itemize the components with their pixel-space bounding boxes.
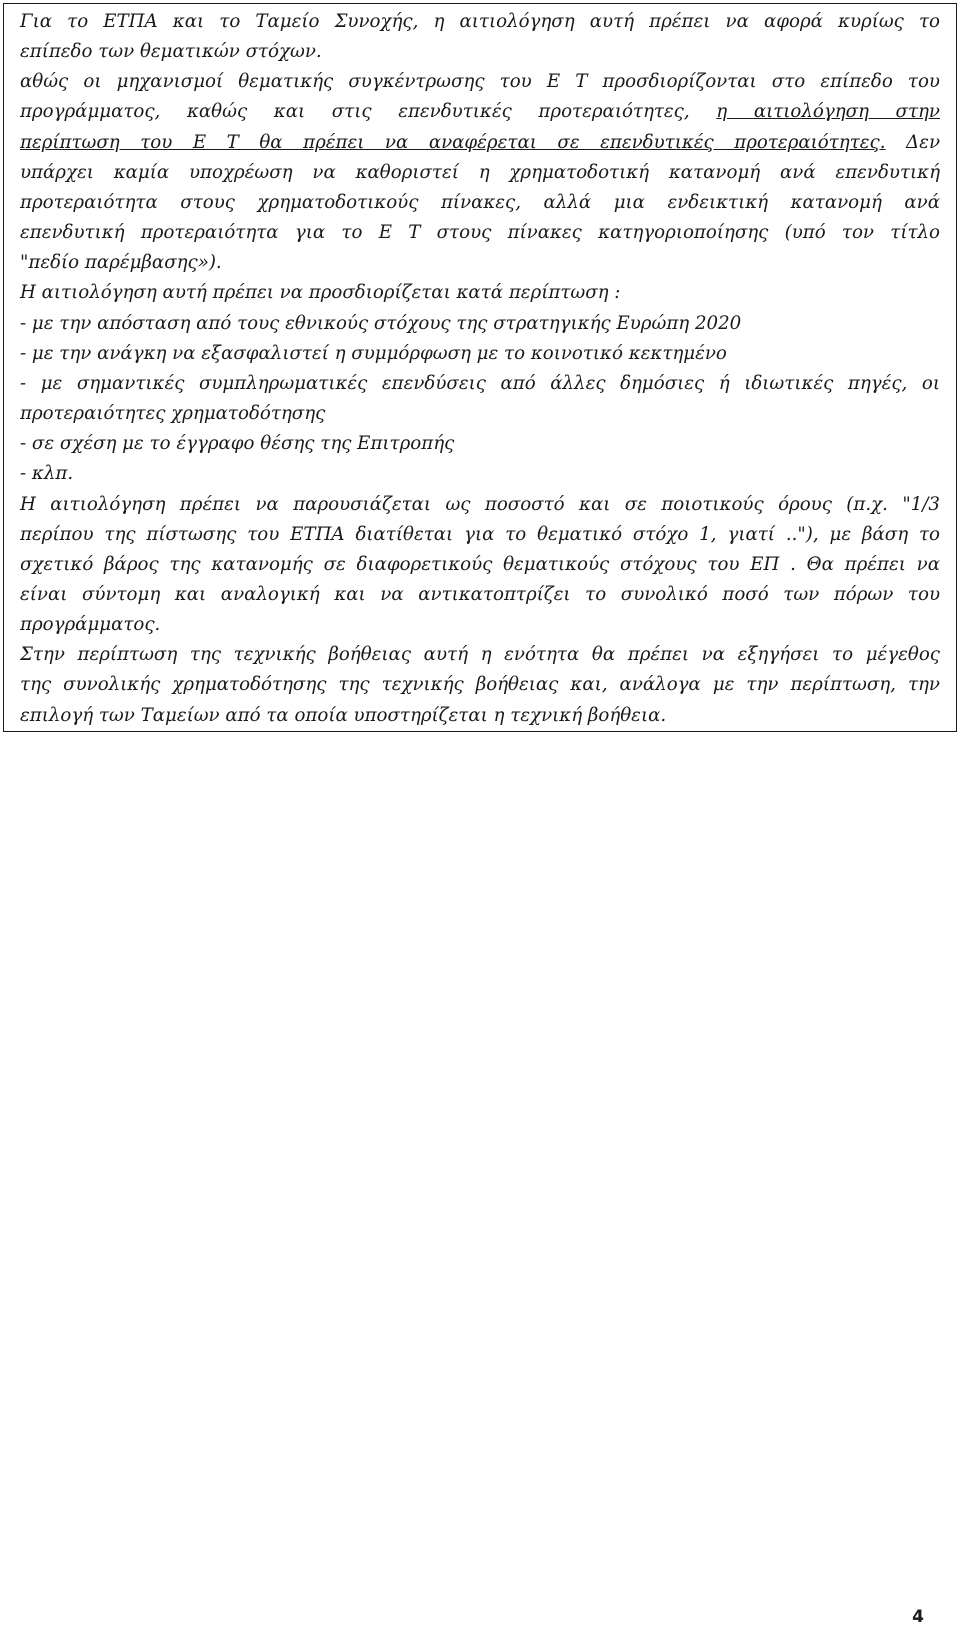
list-item: - σε σχέση με το έγγραφο θέσης της Επιτροπής bbox=[20, 433, 455, 455]
text-line: προγράμματος. bbox=[20, 614, 161, 636]
list-item: - με σημαντικές συμπληρωματικές επενδύσεις από άλλες δημόσιες ή ιδιωτικές πηγές, οι bbox=[20, 372, 940, 394]
list-item: - με την ανάγκη να εξασφαλιστεί η συμμόρφωση με το κοινοτικό κεκτημένο bbox=[20, 342, 727, 364]
text-line: "πεδίο παρέμβασης»). bbox=[20, 252, 222, 274]
text-line: Η αιτιολόγηση αυτή πρέπει να προσδιορίζεται κατά περίπτωση : bbox=[20, 282, 621, 304]
text-line: Στην περίπτωση της τεχνικής βοήθειας αυτή η ενότητα θα πρέπει να εξηγήσει το μέγεθος bbox=[20, 644, 940, 666]
text-line: προτεραιότητα στους χρηματοδοτικούς πίνακες, αλλά μια ενδεικτική κατανομή ανά bbox=[20, 191, 940, 213]
text-line: περίπου της πίστωσης του ΕΤΠΑ διατίθεται για το θεματικό στόχο 1, γιατί .."), με βάση το bbox=[20, 523, 940, 545]
text-line: σχετικό βάρος της κατανομής σε διαφορετικούς θεματικούς στόχους του ΕΠ . Θα πρέπει να bbox=[20, 553, 940, 575]
underlined-text-segment: η αιτιολόγηση στην bbox=[716, 101, 940, 123]
text-segment: προγράμματος, καθώς και στις επενδυτικές προτεραιότητες, bbox=[20, 101, 717, 123]
text-segment: Δεν bbox=[885, 131, 940, 153]
underlined-text-segment: περίπτωση του Ε Τ θα πρέπει να αναφέρεται σε επενδυτικές προτεραιότητες. bbox=[20, 131, 886, 153]
text-line: επενδυτική προτεραιότητα για το Ε Τ στους πίνακες κατηγοριοποίησης (υπό τον τίτλο bbox=[20, 222, 940, 244]
text-line: Για το ΕΤΠΑ και το Ταμείο Συνοχής, η αιτιολόγηση αυτή πρέπει να αφορά κυρίως το bbox=[20, 11, 940, 32]
text-line bbox=[20, 97, 940, 127]
text-line: επιλογή των Ταμείων από τα οποία υποστηρίζεται η τεχνική βοήθεια. bbox=[20, 704, 667, 726]
list-item: - κλπ. bbox=[20, 463, 74, 485]
text-line: υπάρχει καμία υποχρέωση να καθοριστεί η χρηματοδοτική κατανομή ανά επενδυτική bbox=[20, 161, 940, 183]
guidance-text-box bbox=[3, 3, 957, 732]
text-line: επίπεδο των θεματικών στόχων. bbox=[20, 41, 322, 63]
page-number: 4 bbox=[912, 1607, 924, 1627]
text-line: αθώς οι μηχανισμοί θεματικής συγκέντρωσης του Ε Τ προσδιορίζονται στο επίπεδο του bbox=[20, 71, 940, 93]
text-line: της συνολικής χρηματοδότησης της τεχνικής βοήθειας και, ανάλογα με την περίπτωση, την bbox=[20, 674, 940, 696]
text-line bbox=[20, 128, 940, 158]
text-line: προτεραιότητες χρηματοδότησης bbox=[20, 403, 326, 425]
text-line: Η αιτιολόγηση πρέπει να παρουσιάζεται ως ποσοστό και σε ποιοτικούς όρους (π.χ. "1/3 bbox=[20, 493, 940, 515]
list-item: - με την απόσταση από τους εθνικούς στόχους της στρατηγικής Ευρώπη 2020 bbox=[20, 312, 742, 334]
text-line: είναι σύντομη και αναλογική και να αντικατοπτρίζει το συνολικό ποσό των πόρων του bbox=[20, 583, 940, 605]
